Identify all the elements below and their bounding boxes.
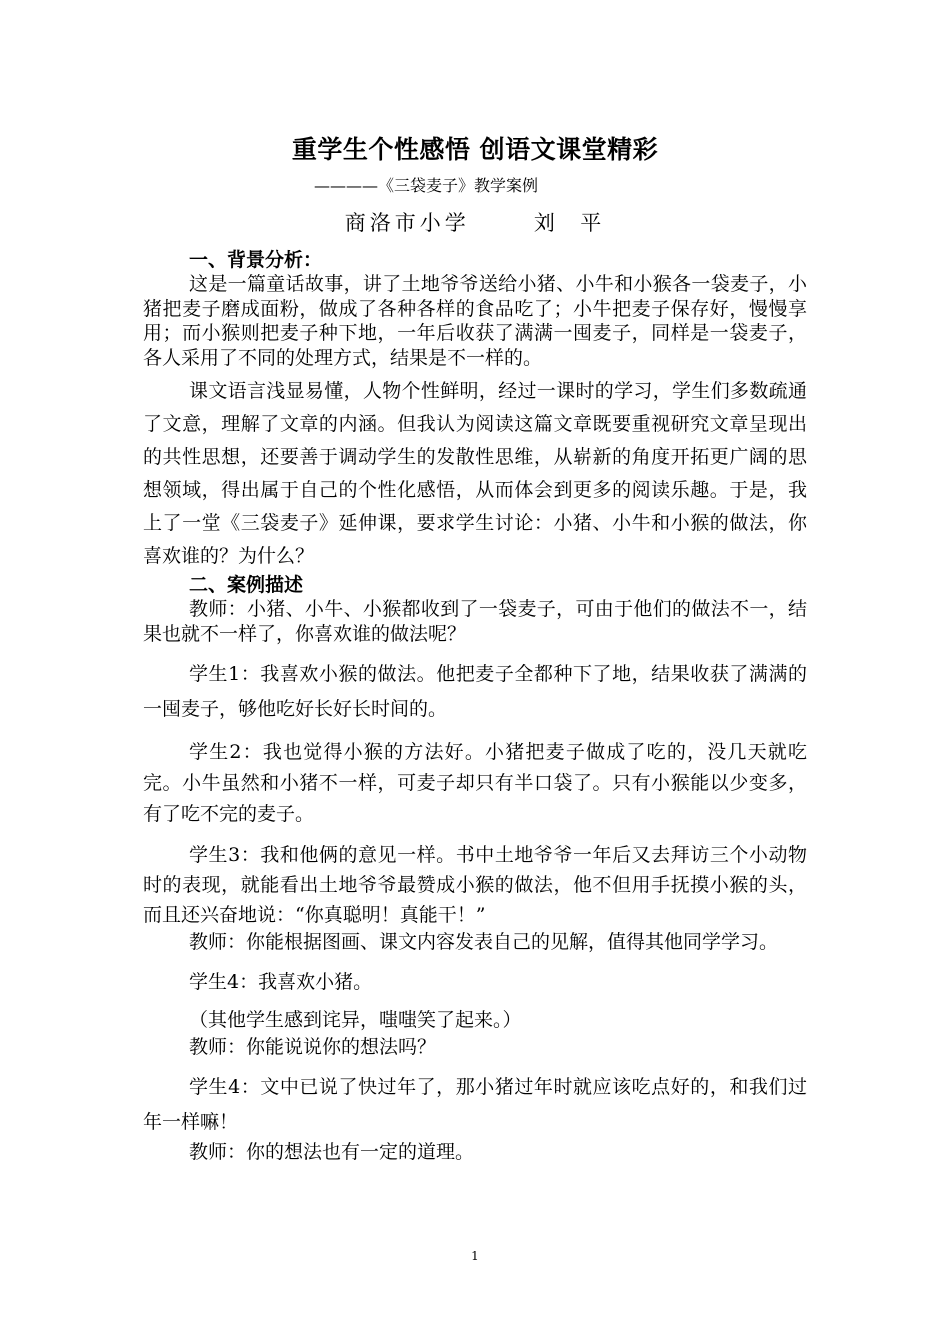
document-body (143, 248, 807, 1164)
dialogue-line: 学生4：文中已说了快过年了，那小猪过年时就应该吃点好的，和我们过年一样嘛！ (143, 1075, 807, 1133)
dialogue-line: 学生3：我和他俩的意见一样。书中土地爷爷一年后又去拜访三个小动物时的表现，就能看出土地爷爷最赞成小猴的做法，他不但用手抚摸小猴的头，而且还兴奋地说：“你真聪明！真能干！” (143, 843, 807, 926)
dialogue-line: 学生4：我喜欢小猪。 (189, 971, 373, 994)
dialogue-line: （其他学生感到诧异，嗤嗤笑了起来。） (189, 1009, 522, 1032)
section-heading-background: 一、背景分析： (189, 249, 323, 271)
dialogue-line: 学生2：我也觉得小猴的方法好。小猪把麦子做成了吃的，没几天就吃完。小牛虽然和小猪不一样，可麦子却只有半口袋了。只有小猴能以少变多，有了吃不完的麦子。 (143, 740, 807, 825)
background-paragraph-1: 这是一篇童话故事，讲了土地爷爷送给小猪、小牛和小猴各一袋麦子，小猪把麦子磨成面粉，做成了各种各样的食品吃了；小牛把麦子保存好，慢慢享用；而小猴则把麦子种下地，一年后收获了满满一囤麦子，同样是一袋麦子，各人采用了不同的处理方式，结果是不一样的。 (143, 273, 807, 369)
document-subtitle: ————《三袋麦子》教学案例 (314, 176, 539, 195)
dialogue-line: 教师：小猪、小牛、小猴都收到了一袋麦子，可由于他们的做法不一，结果也就不一样了，你喜欢谁的做法呢？ (143, 598, 807, 645)
dialogue-line: 学生1：我喜欢小猴的做法。他把麦子全都种下了地，结果收获了满满的一囤麦子，够他吃好长好长时间的。 (143, 662, 807, 720)
dialogue-line: 教师：你能根据图画、课文内容发表自己的见解，值得其他同学学习。 (189, 930, 779, 953)
page-number: 1 (471, 1249, 479, 1263)
background-paragraph-2: 课文语言浅显易懂，人物个性鲜明，经过一课时的学习，学生们多数疏通了文意，理解了文章的内涵。但我认为阅读这篇文章既要重视研究文章呈现出的共性思想，还要善于调动学生的发散性思维，从崭新的角度开拓更广阔的思想领域，得出属于自己的个性化感悟，从而体会到更多的阅读乐趣。于是，我上了一堂《三袋麦子》延伸课，要求学生讨论：小猪、小牛和小猴的做法，你喜欢谁的？为什么？ (143, 380, 807, 568)
author-line: 商洛市小学 刘 平 (344, 211, 606, 235)
document-title: 重学生个性感悟 创语文课堂精彩 (291, 135, 659, 164)
dialogue-line: 教师：你的想法也有一定的道理。 (189, 1140, 475, 1163)
section-heading-case: 二、案例描述 (189, 574, 304, 597)
dialogue-line: 教师：你能说说你的想法吗？ (189, 1036, 437, 1059)
